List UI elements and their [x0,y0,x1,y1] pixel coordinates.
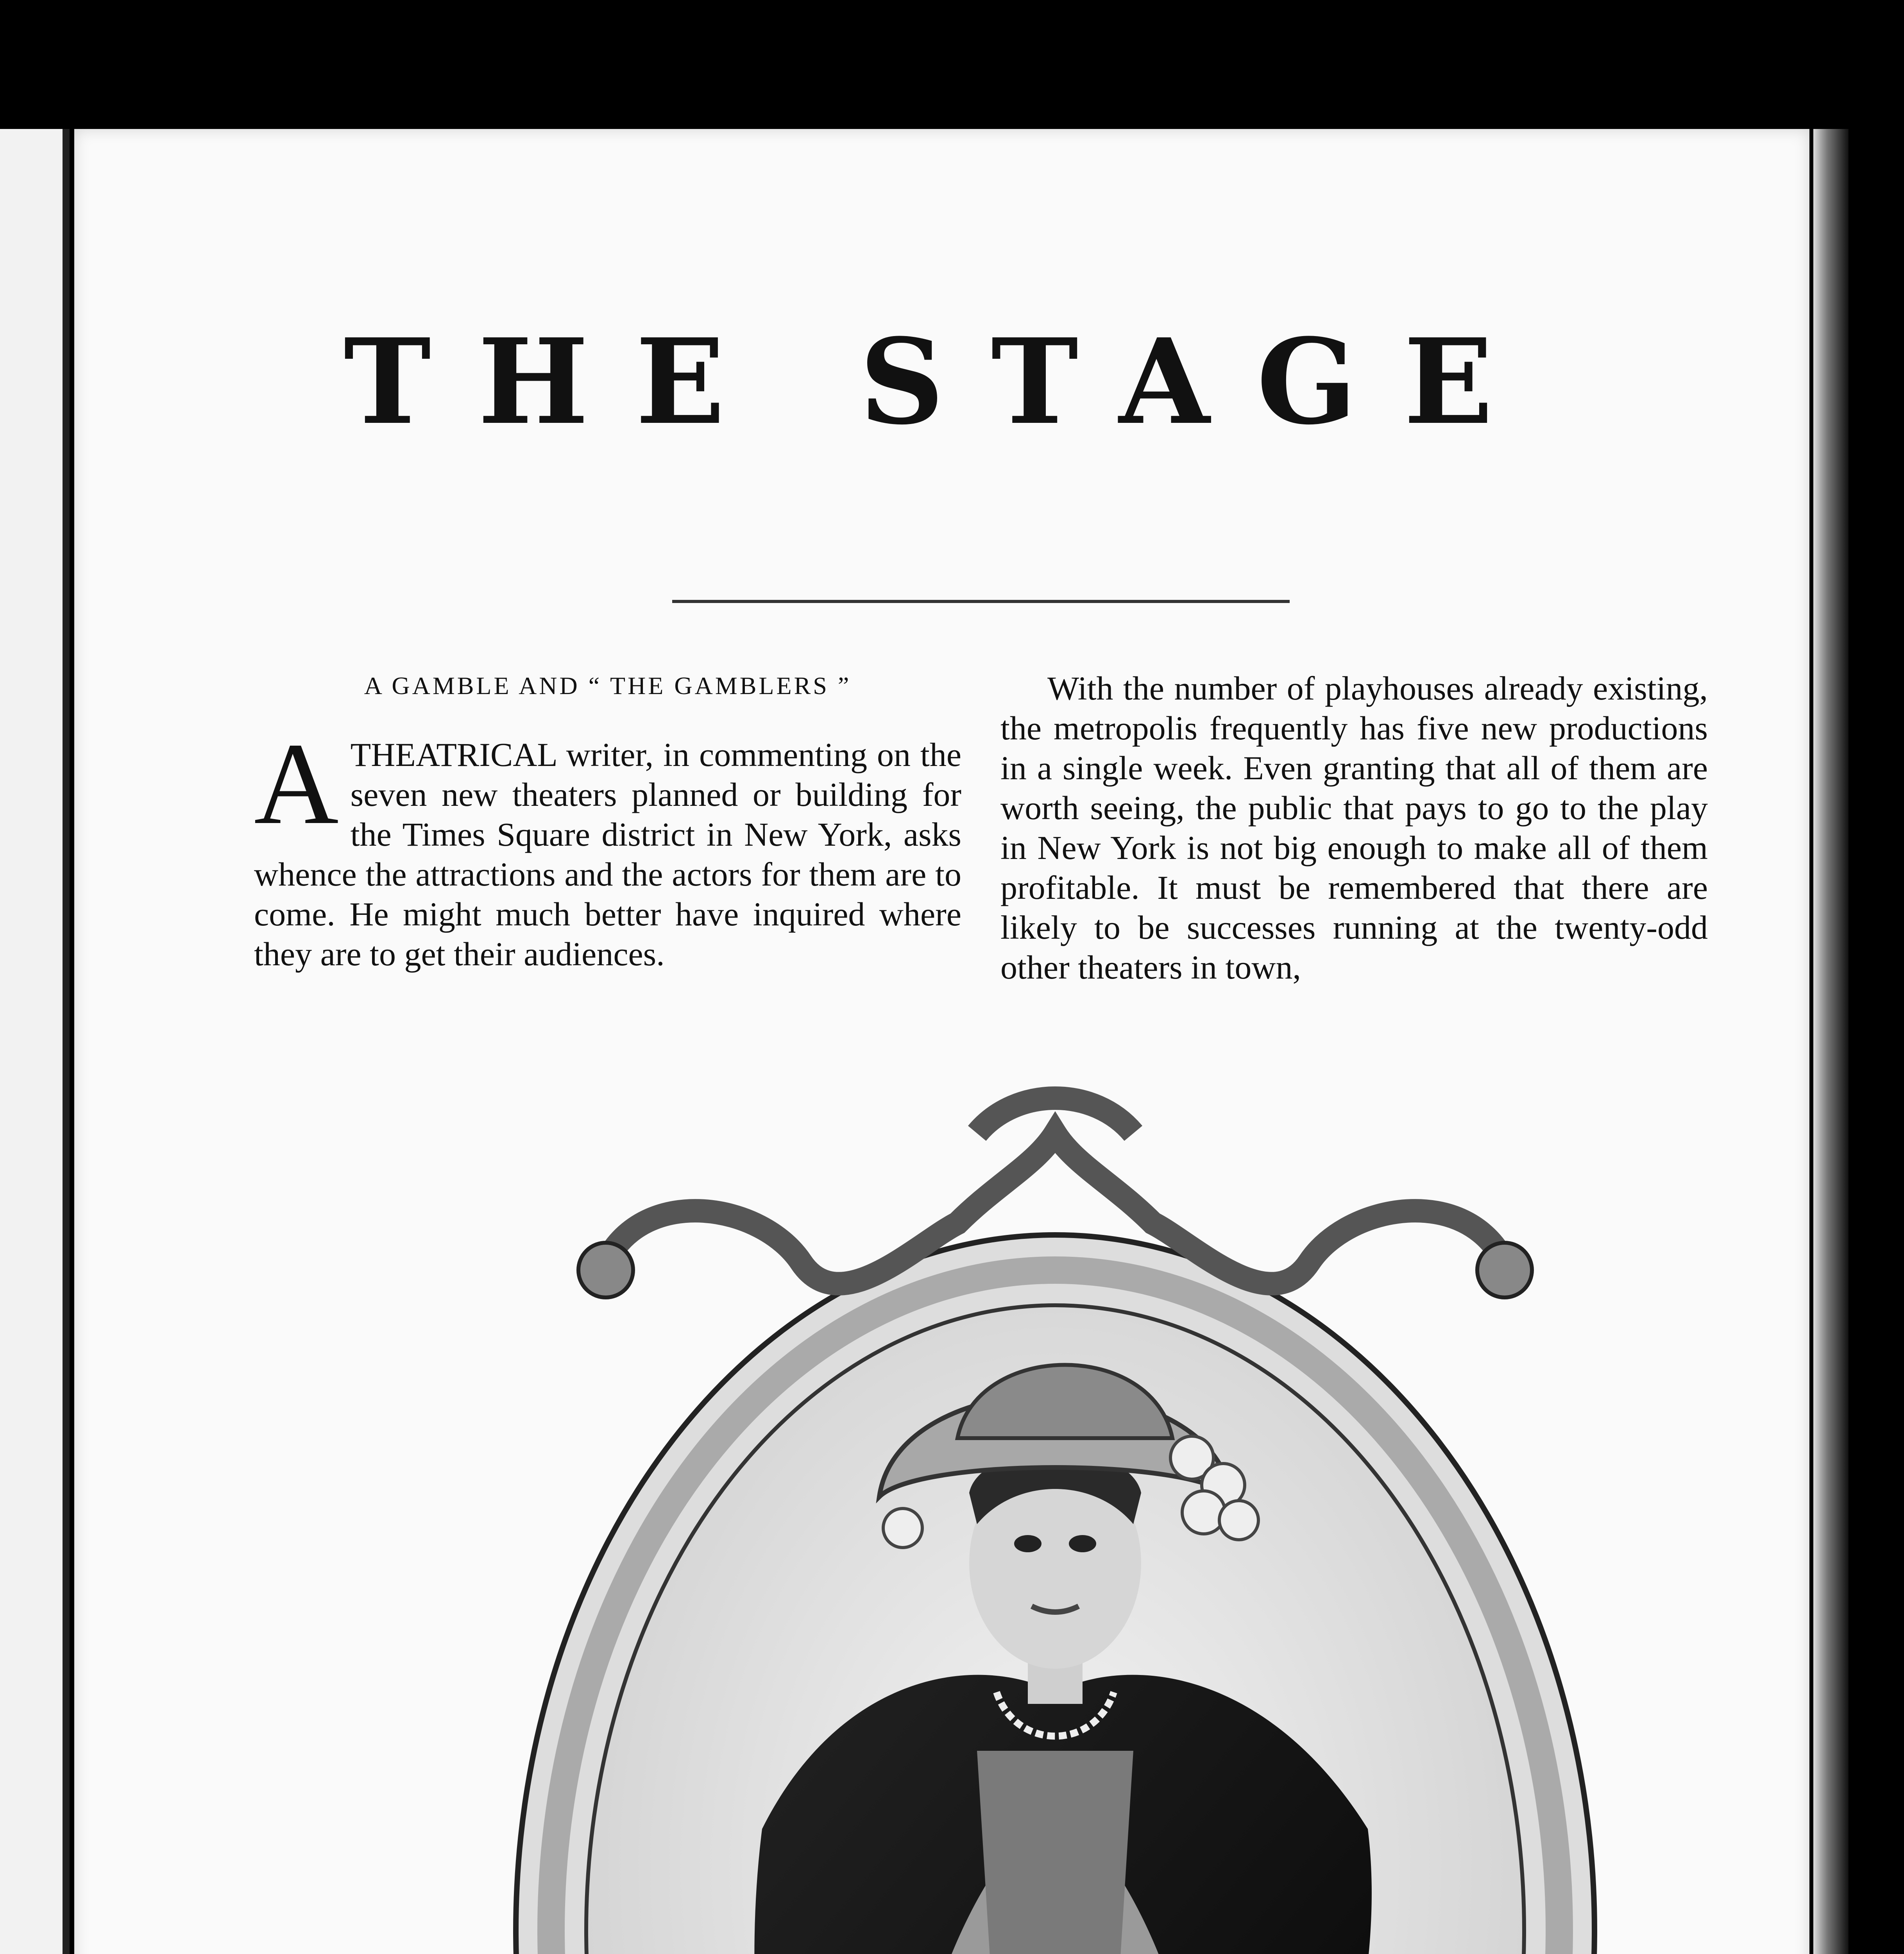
previous-page-edge [0,129,70,1954]
magazine-page [74,129,1809,1954]
page-edge-shadow [1813,129,1849,1954]
section-heading: A GAMBLE AND “ THE GAMBLERS ” [364,672,852,700]
ornamental-portrait-frame [489,1086,1622,1954]
article-column-left [254,668,961,974]
right-paragraph: With the number of playhouses already existing, the metropolis frequently has five new productions in a single week. Even granting that all of them are worth seeing, the public that pays to go to the play in New York is not big enough to make all of them profitable. It must be remembered that there are likely to be successes running at the twenty-odd other theaters in town, [1000,669,1708,986]
masthead-title: THE STAGE [344,313,1540,451]
drop-cap: A [254,719,339,848]
left-paragraph: THEATRICAL writer, in commenting on the seven new theaters planned or building for the Times Square district in New York, asks whence the attractions and the actors for them are to come. He might much better have inquired where they are to get their audiences. [254,736,961,973]
article-column-right [1000,668,1708,987]
title-rule [672,600,1290,603]
